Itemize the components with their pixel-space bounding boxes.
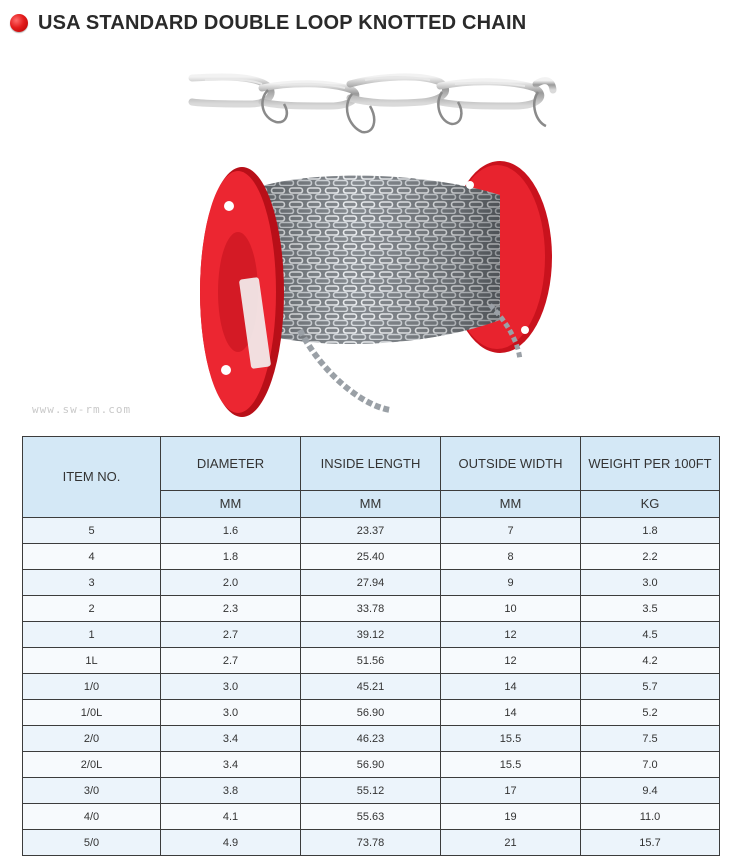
table-cell: 2.7 <box>161 622 301 648</box>
unit-outside-width: MM <box>441 491 581 518</box>
table-row <box>23 804 720 830</box>
table-cell: 46.23 <box>301 726 441 752</box>
table-row <box>23 648 720 674</box>
table-cell: 14 <box>441 674 581 700</box>
table-cell: 7.0 <box>581 752 720 778</box>
table-cell: 3.4 <box>161 726 301 752</box>
table-cell: 3.0 <box>161 700 301 726</box>
table-cell: 3.4 <box>161 752 301 778</box>
table-cell: 73.78 <box>301 830 441 856</box>
table-cell: 33.78 <box>301 596 441 622</box>
table-cell: 1.8 <box>581 518 720 544</box>
table-header-row <box>23 437 720 491</box>
header-outside-width: OUTSIDE WIDTH <box>441 437 581 491</box>
table-cell: 4.5 <box>581 622 720 648</box>
table-cell: 23.37 <box>301 518 441 544</box>
table-cell: 1/0 <box>23 674 161 700</box>
table-cell: 3.5 <box>581 596 720 622</box>
table-cell: 2/0 <box>23 726 161 752</box>
table-row <box>23 726 720 752</box>
table-cell: 7 <box>441 518 581 544</box>
table-cell: 4 <box>23 544 161 570</box>
table-row <box>23 570 720 596</box>
table-cell: 19 <box>441 804 581 830</box>
unit-diameter: MM <box>161 491 301 518</box>
table-cell: 15.5 <box>441 752 581 778</box>
table-cell: 2.2 <box>581 544 720 570</box>
table-cell: 55.12 <box>301 778 441 804</box>
table-cell: 56.90 <box>301 700 441 726</box>
table-cell: 3.0 <box>581 570 720 596</box>
table-cell: 1.6 <box>161 518 301 544</box>
table-cell: 1/0L <box>23 700 161 726</box>
unit-weight: KG <box>581 491 720 518</box>
table-cell: 45.21 <box>301 674 441 700</box>
header-diameter: DIAMETER <box>161 437 301 491</box>
watermark-text: www.sw-rm.com <box>32 403 132 416</box>
table-row <box>23 622 720 648</box>
header-item-no: ITEM NO. <box>23 437 161 518</box>
table-cell: 2 <box>23 596 161 622</box>
table-cell: 14 <box>441 700 581 726</box>
table-row <box>23 778 720 804</box>
table-cell: 12 <box>441 648 581 674</box>
table-cell: 55.63 <box>301 804 441 830</box>
table-cell: 2/0L <box>23 752 161 778</box>
table-cell: 39.12 <box>301 622 441 648</box>
table-row <box>23 830 720 856</box>
table-cell: 4/0 <box>23 804 161 830</box>
table-cell: 27.94 <box>301 570 441 596</box>
table-cell: 5 <box>23 518 161 544</box>
table-cell: 25.40 <box>301 544 441 570</box>
table-cell: 51.56 <box>301 648 441 674</box>
chain-spool <box>200 161 552 417</box>
table-cell: 4.9 <box>161 830 301 856</box>
chain-closeup <box>192 77 553 132</box>
header-inside-length: INSIDE LENGTH <box>301 437 441 491</box>
table-row <box>23 596 720 622</box>
table-cell: 12 <box>441 622 581 648</box>
bullet-icon <box>10 14 28 32</box>
table-cell: 8 <box>441 544 581 570</box>
table-cell: 2.7 <box>161 648 301 674</box>
header-weight: WEIGHT PER 100FT <box>581 437 720 491</box>
table-cell: 5.7 <box>581 674 720 700</box>
table-cell: 7.5 <box>581 726 720 752</box>
page-title: USA STANDARD DOUBLE LOOP KNOTTED CHAIN <box>38 11 527 34</box>
product-image <box>0 60 734 425</box>
table-cell: 1L <box>23 648 161 674</box>
table-cell: 3.0 <box>161 674 301 700</box>
table-cell: 4.2 <box>581 648 720 674</box>
table-cell: 10 <box>441 596 581 622</box>
spec-table <box>22 436 720 856</box>
table-cell: 9 <box>441 570 581 596</box>
table-row <box>23 518 720 544</box>
table-cell: 5/0 <box>23 830 161 856</box>
table-cell: 3.8 <box>161 778 301 804</box>
table-cell: 2.0 <box>161 570 301 596</box>
table-cell: 11.0 <box>581 804 720 830</box>
table-cell: 2.3 <box>161 596 301 622</box>
table-cell: 56.90 <box>301 752 441 778</box>
table-row <box>23 544 720 570</box>
table-cell: 4.1 <box>161 804 301 830</box>
table-cell: 5.2 <box>581 700 720 726</box>
table-cell: 1.8 <box>161 544 301 570</box>
table-cell: 3 <box>23 570 161 596</box>
table-cell: 1 <box>23 622 161 648</box>
table-cell: 21 <box>441 830 581 856</box>
table-cell: 17 <box>441 778 581 804</box>
unit-inside-length: MM <box>301 491 441 518</box>
table-row <box>23 752 720 778</box>
table-row <box>23 700 720 726</box>
table-cell: 9.4 <box>581 778 720 804</box>
table-row <box>23 674 720 700</box>
table-cell: 15.5 <box>441 726 581 752</box>
table-cell: 15.7 <box>581 830 720 856</box>
page-header <box>10 10 526 36</box>
table-cell: 3/0 <box>23 778 161 804</box>
